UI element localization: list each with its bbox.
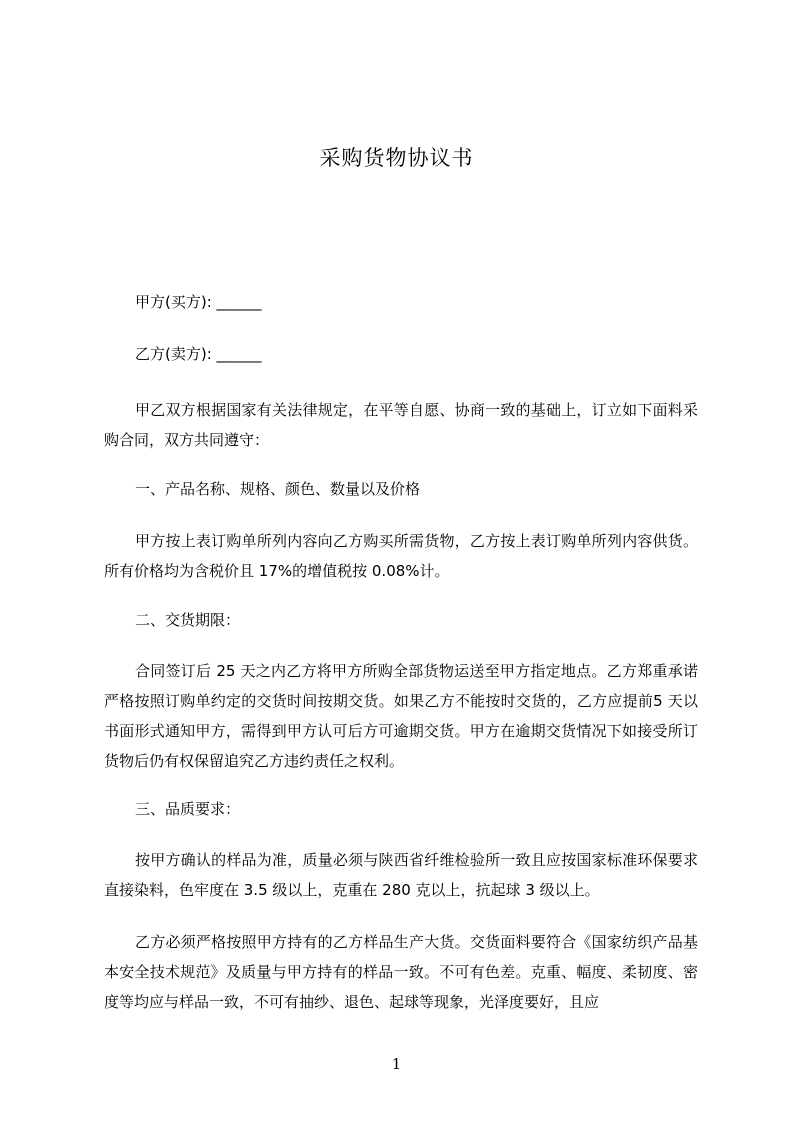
section-3-paragraph-2: 乙方必须严格按照甲方持有的乙方样品生产大货。交货面料要符合《国家纺织产品基本安全技术规范》及质量与甲方持有的样品一致。不可有色差。克重、幅度、柔韧度、密度等均应与样品一致，不可有抽纱、退色、起球等现象，光泽度要好，且应 [104,933,698,1011]
page-number: 1 [391,1055,402,1073]
section-2-paragraph: 合同签订后 25 天之内乙方将甲方所购全部货物运送至甲方指定地点。乙方郑重承诺严格按照订购单约定的交货时间按期交货。如果乙方不能按时交货的，乙方应提前5 天以书面形式通知甲方，需得到甲方认可后方可逾期交货。甲方在逾期交货情况下如接受所订货物后仍有权保留追究乙方违约责任之权利。 [104,662,698,770]
section-heading-3: 三、品质要求： [135,800,241,818]
document-title: 采购货物协议书 [319,146,474,170]
section-3-paragraph-1: 按甲方确认的样品为准，质量必须与陕西省纤维检验所一致且应按国家标准环保要求直接染料，色牢度在 3.5 级以上，克重在 280 克以上，抗起球 3 级以上。 [104,851,698,899]
section-heading-2: 二、交货期限： [135,611,241,629]
intro-paragraph: 甲乙双方根据国家有关法律规定，在平等自愿、协商一致的基础上，订立如下面料采购合同，双方共同遵守： [104,401,698,449]
section-1-paragraph: 甲方按上表订购单所列内容向乙方购买所需货物，乙方按上表订购单所列内容供货。所有价格均为含税价且 17%的增值税按 0.08%计。 [104,532,698,580]
section-heading-1: 一、产品名称、规格、颜色、数量以及价格 [135,480,421,498]
party-b-line: 乙方(卖方): ______ [135,345,262,363]
party-a-line: 甲方(买方): ______ [135,293,262,311]
